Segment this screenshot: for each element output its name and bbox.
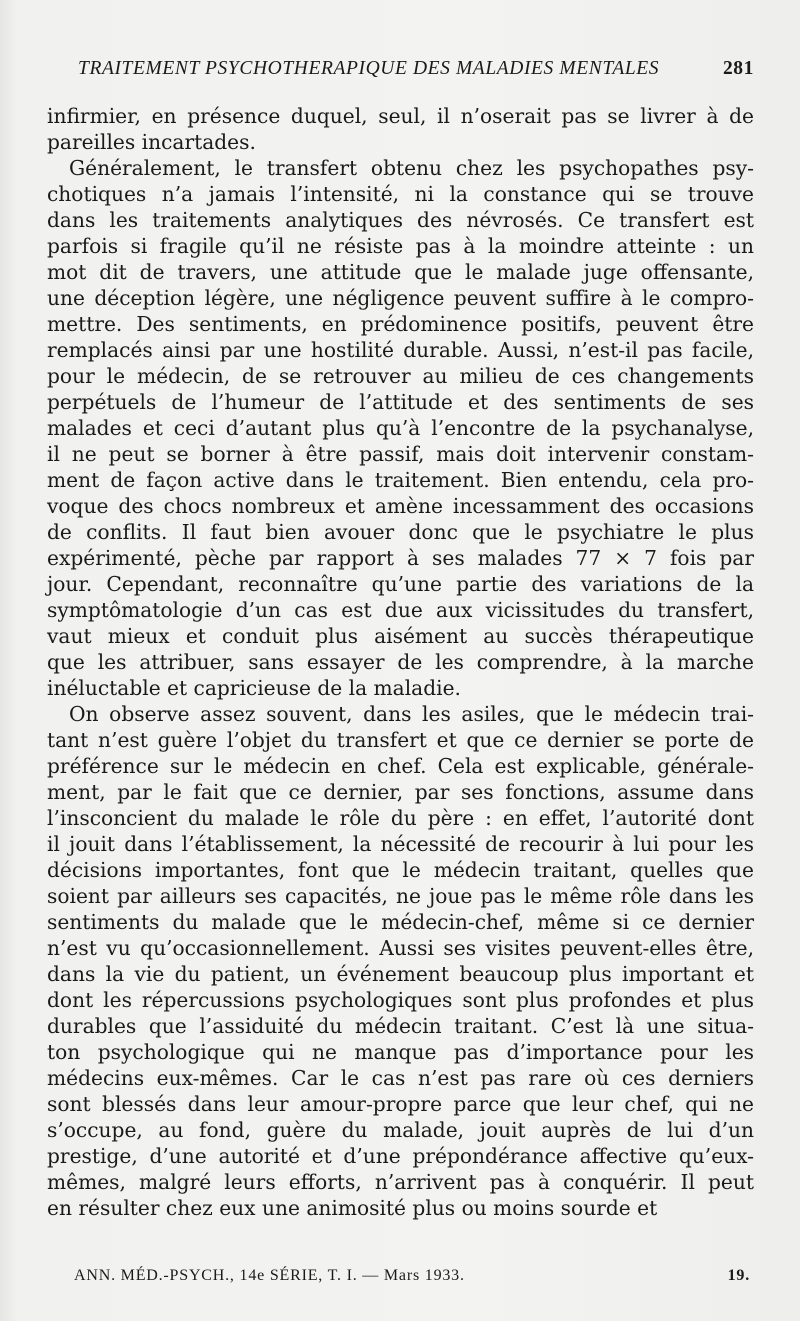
- text-line: n’est vu qu’occasionnellement. Aussi ses visites peuvent-elles être,: [47, 936, 754, 960]
- text-line: inéluctable et capricieuse de la maladie.: [47, 676, 461, 700]
- text-line: remplacés ainsi par une hostilité durable. Aussi, n’est-il pas facile,: [47, 338, 754, 362]
- text-line: dans la vie du patient, un événement beaucoup plus important et: [47, 962, 754, 986]
- text-line: sentiments du malade que le médecin-chef, même si ce dernier: [47, 910, 754, 934]
- text-line: ton psychologique qui ne manque pas d’importance pour les: [47, 1040, 754, 1064]
- body-text: [47, 103, 754, 1221]
- text-line: ment, par le fait que ce dernier, par ses fonctions, assume dans: [47, 780, 754, 804]
- text-line: préférence sur le médecin en chef. Cela est explicable, générale-: [47, 754, 754, 778]
- text-line: l’insconcient du malade le rôle du père : en effet, l’autorité dont: [47, 806, 754, 830]
- text-line: décisions importantes, font que le médecin traitant, quelles que: [47, 858, 754, 882]
- text-line: jour. Cependant, reconnaître qu’une partie des variations de la: [47, 572, 754, 596]
- text-line: médecins eux-mêmes. Car le cas n’est pas rare où ces derniers: [47, 1066, 754, 1090]
- signature-mark: 19.: [727, 1267, 750, 1284]
- text-line: dans les traitements analytiques des névrosés. Ce transfert est: [47, 208, 754, 232]
- running-head-title: TRAITEMENT PSYCHOTHERAPIQUE DES MALADIES MENTALES: [78, 58, 660, 79]
- text-line: une déception légère, une négligence peuvent suffire à le compro-: [47, 286, 754, 310]
- text-line: soient par ailleurs ses capacités, ne joue pas le même rôle dans les: [47, 884, 754, 908]
- paragraph: [47, 103, 754, 155]
- text-line: vaut mieux et conduit plus aisément au succès thérapeutique: [47, 624, 754, 648]
- text-line: s’occupe, au fond, guère du malade, jouit auprès de lui d’un: [47, 1118, 754, 1142]
- text-line: il jouit dans l’établissement, la nécessité de recourir à lui pour les: [47, 832, 754, 856]
- text-line: pour le médecin, de se retrouver au milieu de ces changements: [47, 364, 754, 388]
- text-line: malades et ceci d’autant plus qu’à l’encontre de la psychanalyse,: [47, 416, 754, 440]
- text-line: On observe assez souvent, dans les asiles, que le médecin trai-: [69, 702, 754, 726]
- text-line: pareilles incartades.: [47, 130, 256, 154]
- text-line: mêmes, malgré leurs efforts, n’arrivent pas à conquérir. Il peut: [47, 1170, 754, 1194]
- text-line: symptômatologie d’un cas est due aux vicissitudes du transfert,: [47, 598, 754, 622]
- text-line: en résulter chez eux une animosité plus ou moins sourde et: [47, 1196, 658, 1220]
- text-line: prestige, d’une autorité et d’une prépondérance affective qu’eux-: [47, 1144, 754, 1168]
- text-line: dont les répercussions psychologiques sont plus profondes et plus: [47, 988, 754, 1012]
- text-line: durables que l’assiduité du médecin traitant. C’est là une situa-: [47, 1014, 754, 1038]
- text-line: Généralement, le transfert obtenu chez les psychopathes psy-: [69, 156, 754, 180]
- text-line: perpétuels de l’humeur de l’attitude et des sentiments de ses: [47, 390, 754, 414]
- text-line: tant n’est guère l’objet du transfert et que ce dernier se porte de: [47, 728, 754, 752]
- page-number: 281: [722, 58, 754, 79]
- text-line: expérimenté, pèche par rapport à ses malades 77 × 7 fois par: [47, 546, 754, 570]
- footer-citation: ANN. MÉD.-PSYCH., 14e SÉRIE, T. I. — Mars 1933.: [74, 1267, 465, 1284]
- text-line: chotiques n’a jamais l’intensité, ni la constance qui se trouve: [47, 182, 754, 206]
- running-head: [78, 58, 754, 80]
- text-line: ment de façon active dans le traitement. Bien entendu, cela pro-: [47, 468, 754, 492]
- text-line: que les attribuer, sans essayer de les comprendre, à la marche: [47, 650, 754, 674]
- text-line: mettre. Des sentiments, en prédominence positifs, peuvent être: [47, 312, 754, 336]
- paragraph: [47, 701, 754, 1221]
- text-line: mot dit de travers, une attitude que le malade juge offensante,: [47, 260, 754, 284]
- text-line: infirmier, en présence duquel, seul, il n’oserait pas se livrer à de: [47, 104, 754, 128]
- text-line: sont blessés dans leur amour-propre parce que leur chef, qui ne: [47, 1092, 754, 1116]
- text-line: voque des chocs nombreux et amène incessamment des occasions: [47, 494, 754, 518]
- paragraph: [47, 155, 754, 701]
- page-footer: [74, 1267, 750, 1285]
- text-line: de conflits. Il faut bien avouer donc que le psychiatre le plus: [47, 520, 754, 544]
- text-line: parfois si fragile qu’il ne résiste pas à la moindre atteinte : un: [47, 234, 754, 258]
- text-line: il ne peut se borner à être passif, mais doit intervenir constam-: [47, 442, 754, 466]
